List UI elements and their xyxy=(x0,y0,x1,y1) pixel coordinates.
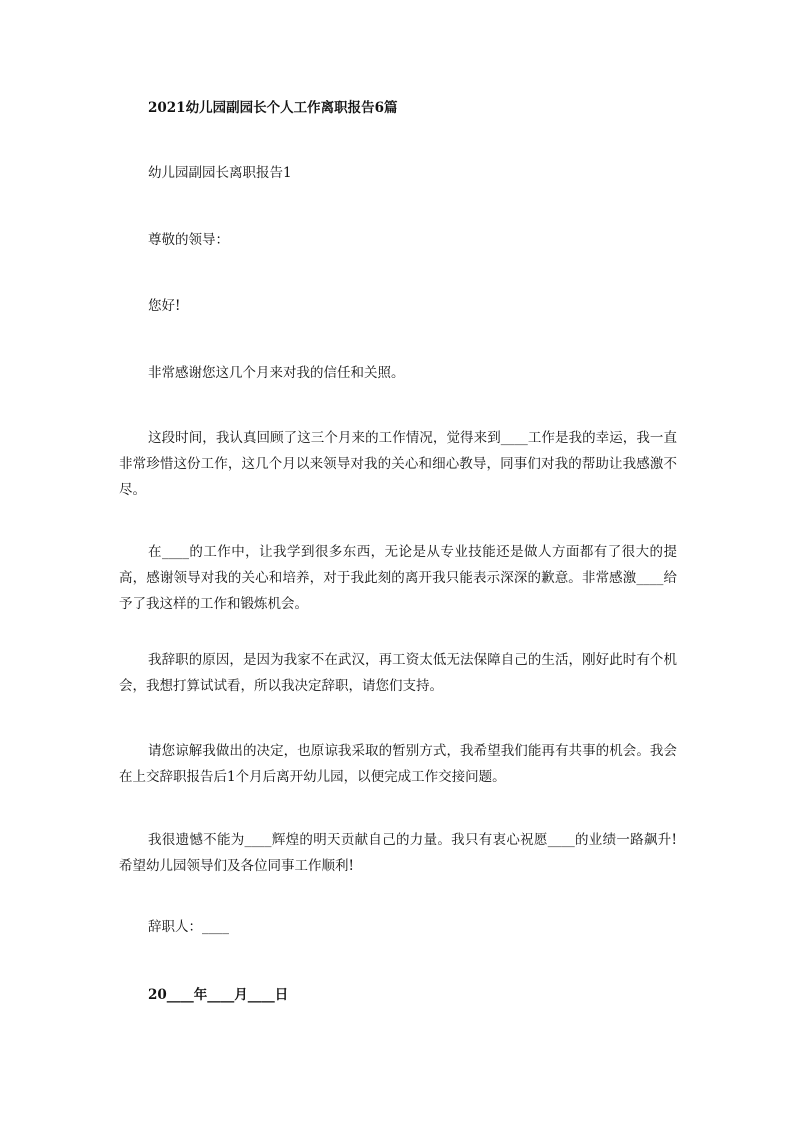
document-title: 2021幼儿园副园长个人工作离职报告6篇 xyxy=(148,100,398,116)
paragraph-reason: 我辞职的原因，是因为我家不在武汉，再工资太低无法保障自己的生活，刚好此时有个机会，我想打算试试看，所以我决定辞职，请您们支持。 xyxy=(119,652,677,694)
paragraph-wishes: 我很遗憾不能为____辉煌的明天贡献自己的力量。我只有衷心祝愿____的业绩一路飙升!希望幼儿园领导们及各位同事工作顺利! xyxy=(119,832,677,874)
paragraph-learning: 在____的工作中，让我学到很多东西，无论是从专业技能还是做人方面都有了很大的提高，感谢领导对我的关心和培养，对于我此刻的离开我只能表示深深的歉意。非常感激____给予了我这样的工作和锻炼机会。 xyxy=(119,544,677,612)
signature: 辞职人：____ xyxy=(148,919,229,935)
date-line: 20____年____月____日 xyxy=(148,987,289,1003)
greeting: 您好! xyxy=(148,298,181,314)
salutation: 尊敬的领导： xyxy=(148,232,229,248)
paragraph-understanding: 请您谅解我做出的决定，也原谅我采取的暂别方式，我希望我们能再有共事的机会。我会在上交辞职报告后1个月后离开幼儿园，以便完成工作交接问题。 xyxy=(119,743,677,785)
paragraph-review: 这段时间，我认真回顾了这三个月来的工作情况，觉得来到____工作是我的幸运，我一直非常珍惜这份工作，这几个月以来领导对我的关心和细心教导，同事们对我的帮助让我感激不尽。 xyxy=(119,430,677,498)
document-subtitle: 幼儿园副园长离职报告1 xyxy=(148,165,292,181)
paragraph-thanks: 非常感谢您这几个月来对我的信任和关照。 xyxy=(148,365,405,381)
